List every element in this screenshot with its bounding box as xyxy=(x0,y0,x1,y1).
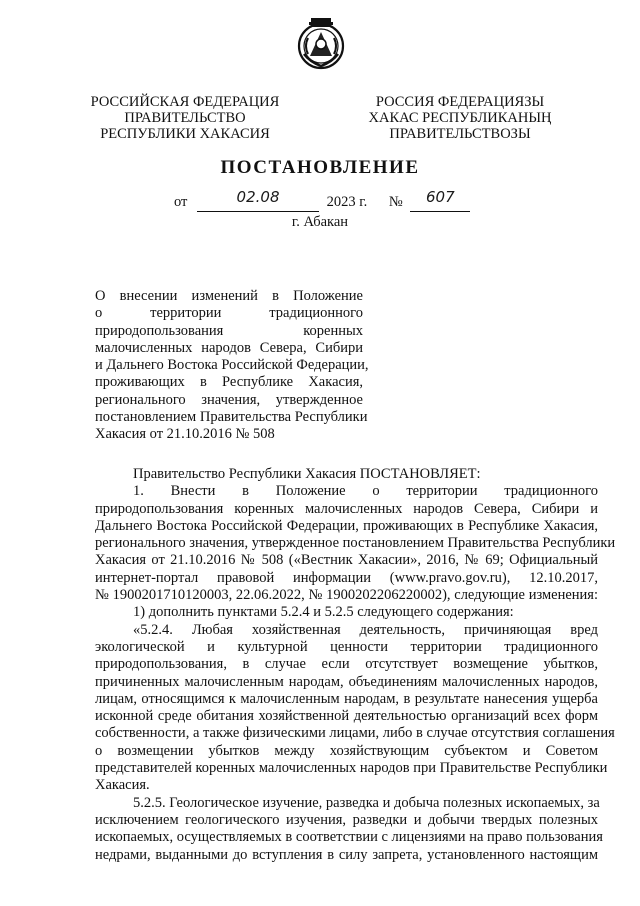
body-line: Дальнего Востока Российской Федерации, проживающих в Республике Хакасия, xyxy=(95,517,598,534)
subject-block xyxy=(95,288,369,444)
body-line: исконной среде обитания хозяйственной деятельностью организаций всех форм xyxy=(95,708,598,725)
khakassia-coat-of-arms-icon xyxy=(296,16,346,72)
body-line: 1) дополнить пунктами 5.2.4 и 5.2.5 следующего содержания: xyxy=(133,604,514,621)
body-line: ископаемых, осуществляемых в соответствии с лицензиями на право пользования xyxy=(95,829,603,846)
body-line: природопользования коренных малочисленных народов Севера, Сибири и xyxy=(95,500,598,517)
body-line: 5.2.5. Геологическое изучение, разведка и добыча полезных ископаемых, за xyxy=(133,794,600,811)
number-label: № xyxy=(388,194,403,210)
header-left-line: РЕСПУБЛИКИ ХАКАСИЯ xyxy=(100,126,270,142)
number-field xyxy=(410,188,470,212)
body-line: причиненных малочисленным народам, объединениям малочисленных народов, xyxy=(95,673,598,690)
body-line: представителей коренных малочисленных народов при Правительстве Республики xyxy=(95,760,608,777)
subject-line: регионального значения, утвержденное xyxy=(95,391,363,408)
body-line: экологической и культурной ценности территории традиционного xyxy=(95,638,598,655)
body-line: о возмещении убытков между хозяйствующим субъектом и Советом xyxy=(95,742,598,759)
body-line: Хакасия. xyxy=(95,777,150,794)
document-body xyxy=(95,466,616,864)
handwritten-number: 607 xyxy=(425,188,455,206)
city-label: г. Абакан xyxy=(291,214,349,230)
handwritten-date: 02.08 xyxy=(236,188,280,206)
body-line: Хакасия от 21.10.2016 № 508 («Вестник Хакасии», 2016, № 69; Официальный xyxy=(95,552,598,569)
subject-line: Хакасия от 21.10.2016 № 508 xyxy=(95,426,275,443)
body-line: Правительство Республики Хакасия ПОСТАНОВЛЯЕТ: xyxy=(133,466,481,482)
date-field xyxy=(197,188,319,212)
header-right xyxy=(360,94,560,142)
body-line: исключением геологического изучения, разведки и добычи твердых полезных xyxy=(95,811,598,828)
from-label: от xyxy=(174,194,188,210)
header-left xyxy=(80,94,290,142)
body-line: № 1900201710120003, 22.06.2022, № 1900202206220002), следующие изменения: xyxy=(95,587,598,604)
subject-line: природопользования коренных xyxy=(95,322,363,339)
subject-line: о территории традиционного xyxy=(95,305,363,322)
body-line: «5.2.4. Любая хозяйственная деятельность, причиняющая вред xyxy=(133,621,598,638)
body-line: интернет-портал правовой информации (www.pravo.gov.ru), 12.10.2017, xyxy=(95,569,598,586)
subject-line: постановлением Правительства Республики xyxy=(95,409,368,426)
header-right-line: ПРАВИТЕЛЬСТВОЗЫ xyxy=(389,126,531,142)
body-line: регионального значения, утвержденное постановлением Правительства Республики xyxy=(95,535,616,552)
body-line: 1. Внести в Положение о территории традиционного xyxy=(133,483,598,500)
header-left-line: ПРАВИТЕЛЬСТВО xyxy=(124,110,246,126)
subject-line: проживающих в Республике Хакасия, xyxy=(95,374,363,391)
year-label: 2023 г. xyxy=(326,194,368,210)
subject-line: и Дальнего Востока Российской Федерации, xyxy=(95,357,369,374)
subject-line: О внесении изменений в Положение xyxy=(95,288,363,304)
body-line: собственности, а также физическими лицами, либо в случае отсутствия соглашения xyxy=(95,725,615,742)
document-title: ПОСТАНОВЛЕНИЕ xyxy=(220,157,420,178)
header-right-line: РОССИЯ ФЕДЕРАЦИЯЗЫ xyxy=(375,94,545,110)
subject-line: малочисленных народов Севера, Сибири xyxy=(95,339,363,356)
body-line: лицам, относящимся к малочисленным народам, в результате нанесения ущерба xyxy=(95,690,598,707)
date-line xyxy=(174,188,470,212)
header-left-line: РОССИЙСКАЯ ФЕДЕРАЦИЯ xyxy=(90,94,280,110)
body-line: недрами, выданными до вступления в силу запрета, установленного настоящим xyxy=(95,846,598,863)
header-right-line: ХАКАС РЕСПУБЛИКАНЫҢ xyxy=(368,110,552,126)
body-line: природопользования, в случае если отсутствует возмещение убытков, xyxy=(95,656,598,673)
